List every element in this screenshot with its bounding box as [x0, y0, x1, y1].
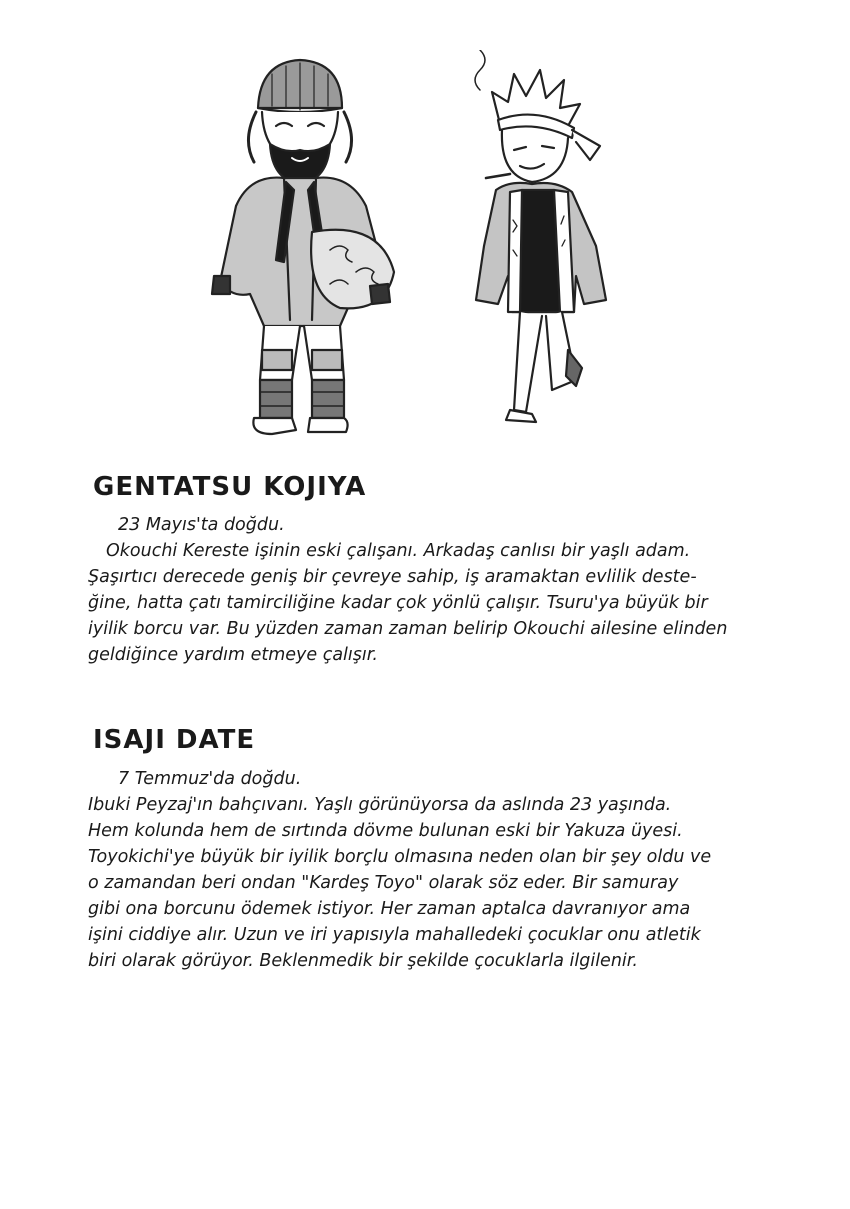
character-name-isaji: ISAJI DATE [93, 725, 256, 755]
bio-line: gibi ona borcunu ödemek istiyor. Her zaman aptalca davranıyor ama [88, 899, 691, 919]
bio-line: işini ciddiye alır. Uzun ve iri yapısıyla mahalledeki çocuklar onu atletik [88, 925, 701, 945]
bio-line: Şaşırtıcı derecede geniş bir çevreye sahip, iş aramaktan evlilik deste- [88, 567, 697, 587]
character-name-gentatsu: GENTATSU KOJIYA [93, 472, 367, 502]
bio-line: Okouchi Kereste işinin eski çalışanı. Arkadaş canlısı bir yaşlı adam. [106, 541, 691, 561]
bio-line: ğine, hatta çatı tamirciliğine kadar çok yönlü çalışır. Tsuru'ya büyük bir [88, 593, 708, 613]
bio-line: Toyokichi'ye büyük bir iyilik borçlu olmasına neden olan bir şey oldu ve [88, 847, 712, 867]
bio-line: biri olarak görüyor. Beklenmedik bir şekilde çocuklarla ilgilenir. [88, 951, 638, 971]
character-illustration [180, 50, 640, 450]
gentatsu-figure [212, 60, 394, 434]
birth-date: 7 Temmuz'da doğdu. [118, 769, 302, 789]
bio-line: Hem kolunda hem de sırtında dövme bulunan eski bir Yakuza üyesi. [88, 821, 683, 841]
bio-line: geldiğince yardım etmeye çalışır. [88, 645, 378, 665]
bio-line: Ibuki Peyzaj'ın bahçıvanı. Yaşlı görünüyorsa da aslında 23 yaşında. [88, 795, 672, 815]
bio-line: iyilik borcu var. Bu yüzden zaman zaman belirip Okouchi ailesine elinden [88, 619, 728, 639]
bio-line: o zamandan beri ondan "Kardeş Toyo" olarak söz eder. Bir samuray [88, 873, 679, 893]
isaji-figure [475, 50, 606, 422]
character-bio-isaji [88, 766, 808, 974]
birth-date: 23 Mayıs'ta doğdu. [118, 515, 285, 535]
character-bio-gentatsu [88, 512, 808, 668]
